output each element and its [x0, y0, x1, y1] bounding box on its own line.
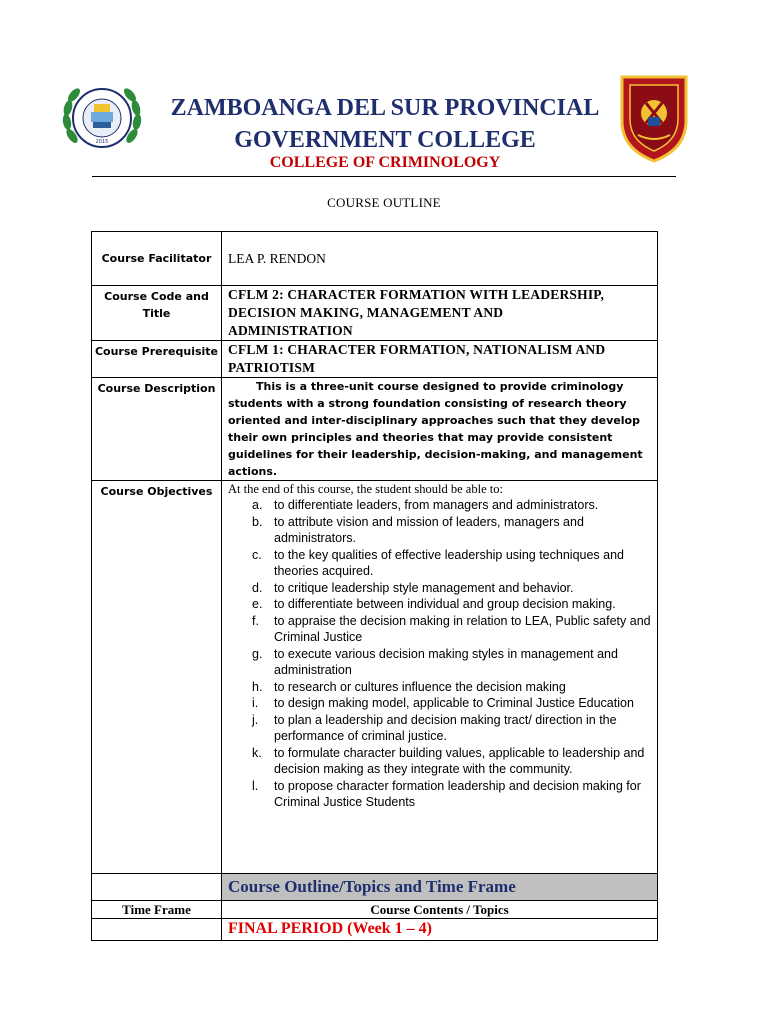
period-time-frame-cell: [92, 919, 222, 941]
section-heading: Course Outline/Topics and Time Frame: [222, 874, 658, 901]
college-seal-logo: [60, 76, 144, 160]
list-item: [222, 547, 651, 580]
department-name: COLLEGE OF CRIMINOLOGY: [269, 154, 501, 171]
table-row-facilitator: [92, 232, 658, 286]
table-row-objectives: [92, 481, 658, 874]
facilitator-value: LEA P. RENDON: [222, 232, 658, 286]
objectives-list: [222, 497, 657, 811]
prerequisite-line2: PATRIOTISM: [228, 360, 316, 375]
table-row-column-headers: [92, 901, 658, 919]
course-code-label: [92, 286, 222, 341]
list-marker: k.: [252, 745, 262, 760]
list-item-text: to appraise the decision making in relation to LEA, Public safety and Criminal Justice: [274, 613, 651, 644]
list-marker: c.: [252, 547, 262, 562]
list-item-text: to propose character formation leadership and decision making for Criminal Justice Students: [274, 778, 641, 809]
column-header-time-frame: Time Frame: [92, 901, 222, 919]
table-row-course-code: [92, 286, 658, 341]
seal-year: 2015: [95, 139, 109, 145]
description-text: This is a three-unit course designed to provide criminology students with a strong foundation consisting of research theory oriented and inter-disciplinary approaches such that they develop their own principles and theories that may provide consistent guidelines for their leadership, decision-making, and management actions.: [228, 380, 643, 478]
college-name-line1: ZAMBOANGA DEL SUR PROVINCIAL: [170, 95, 600, 121]
list-marker: h.: [252, 679, 263, 694]
college-name-line2: GOVERNMENT COLLEGE: [234, 127, 536, 153]
list-item-text: to plan a leadership and decision making tract/ direction in the performance of criminal justice.: [274, 712, 617, 743]
list-marker: l.: [252, 778, 259, 793]
list-item: [222, 745, 651, 778]
facilitator-label: Course Facilitator: [92, 232, 222, 286]
list-item: [222, 712, 651, 745]
description-label: Course Description: [92, 378, 222, 481]
list-item: [222, 497, 651, 514]
course-code-value: [222, 286, 658, 341]
section-heading-spacer: [92, 874, 222, 901]
list-item: [222, 580, 651, 597]
period-heading: FINAL PERIOD (Week 1 – 4): [222, 919, 658, 941]
table-row-description: [92, 378, 658, 481]
list-marker: a.: [252, 498, 263, 512]
table-row-section-heading: [92, 874, 658, 901]
list-marker: b.: [252, 514, 263, 529]
list-item: [222, 596, 651, 613]
list-item-text: to design making model, applicable to Criminal Justice Education: [274, 696, 634, 710]
list-item-text: to differentiate between individual and group decision making.: [274, 597, 616, 611]
course-code-label-line2: Title: [142, 307, 171, 320]
list-item-text: to formulate character building values, applicable to leadership and decision making as they integrate with the community.: [274, 745, 645, 776]
list-marker: i.: [252, 696, 259, 710]
list-item-text: to attribute vision and mission of leaders, managers and administrators.: [274, 514, 584, 545]
list-marker: g.: [252, 646, 263, 661]
list-item: [222, 613, 651, 646]
list-marker: d.: [252, 580, 263, 595]
list-marker: j.: [252, 712, 259, 727]
document-title: COURSE OUTLINE: [327, 195, 441, 210]
list-item: [222, 646, 651, 679]
course-code-line3: ADMINISTRATION: [228, 323, 353, 338]
prerequisite-label: Course Prerequisite: [92, 341, 222, 378]
list-item-text: to differentiate leaders, from managers and administrators.: [274, 498, 599, 512]
list-item: [222, 695, 651, 712]
list-item: [222, 679, 651, 696]
prerequisite-line1: CFLM 1: CHARACTER FORMATION, NATIONALISM AND: [228, 342, 606, 357]
course-code-label-line1: Course Code and: [104, 290, 209, 303]
objectives-value: [222, 481, 658, 874]
course-code-line1: CFLM 2: CHARACTER FORMATION WITH LEADERSHIP,: [228, 287, 605, 302]
list-marker: e.: [252, 597, 263, 611]
list-item-text: to the key qualities of effective leadership using techniques and theories acquired.: [274, 547, 624, 578]
header-divider: [92, 176, 676, 177]
list-item-text: to critique leadership style management and behavior.: [274, 580, 574, 595]
list-item-text: to execute various decision making styles in management and administration: [274, 646, 618, 677]
document-header: [0, 70, 768, 180]
course-outline-table: [91, 231, 658, 941]
table-row-prerequisite: [92, 341, 658, 378]
criminology-shield-logo: [618, 73, 690, 163]
list-item: [222, 778, 651, 811]
course-code-line2: DECISION MAKING, MANAGEMENT AND: [228, 305, 504, 320]
prerequisite-value: [222, 341, 658, 378]
list-item: [222, 514, 651, 547]
list-marker: f.: [252, 613, 259, 628]
objectives-label: Course Objectives: [92, 481, 222, 874]
description-value: [222, 378, 658, 481]
objectives-intro: At the end of this course, the student should be able to:: [228, 482, 503, 496]
column-header-contents: Course Contents / Topics: [222, 901, 658, 919]
list-item-text: to research or cultures influence the decision making: [274, 679, 566, 694]
table-row-period: [92, 919, 658, 941]
